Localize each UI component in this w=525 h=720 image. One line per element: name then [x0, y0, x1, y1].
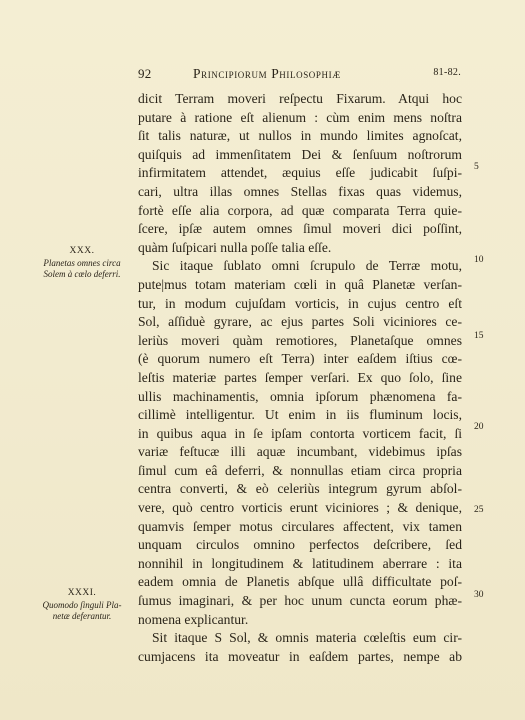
margin-note-xxx	[36, 246, 128, 280]
text-line: Sit itaque S Sol, & omnis materia cœleſtis eum cir-	[152, 630, 462, 646]
running-head	[138, 66, 461, 82]
margin-note-caption: Quomodo ſinguli Pla-	[42, 600, 122, 610]
text-line: leſtis materiæ partes ſemper verſari. Ex quo ſolo, ſine	[138, 369, 462, 385]
text-line: variæ feſtucæ illi aquæ incumbant, videbimus ipſas	[138, 444, 462, 460]
line-number: 30	[474, 590, 484, 600]
text-line: quamvis ſemper motus circulares affectent, vix tamen	[138, 518, 462, 534]
text-line: cari, ultra illas omnes Stellas fixas quas videmus,	[138, 183, 462, 199]
running-title: Principiorum Philosophiæ	[193, 66, 341, 81]
text-line: centra converti, & eò celeriùs integrum gyrum abſol-	[138, 481, 462, 497]
line-number: 25	[474, 505, 484, 515]
text-line: putare à ratione eſt alienum : cùm enim mens noſtra	[138, 109, 462, 125]
text-line: Sol, aſſiduè gyrare, ac ejus partes Soli viciniores ce-	[138, 314, 462, 330]
text-line: quàm ſuſpicari nulla poſſe talia eſſe.	[138, 239, 332, 255]
text-line: Sic itaque ſublato omni ſcrupulo de Terræ motu,	[152, 258, 462, 274]
text-line: ſcere, ipſæ autem omnes ſimul moveri dici poſſint,	[138, 221, 462, 237]
line-number: 5	[474, 162, 479, 172]
text-line: fortè eſſe alia corpora, ad quæ comparata Terra quie-	[138, 202, 462, 218]
text-line: unquam circulos omnino perfectos deſcribere, ſed	[138, 537, 462, 553]
text-line: in quibus aqua in ſe ipſam contorta vorticem facit, ſi	[138, 425, 462, 441]
line-number: 20	[474, 422, 484, 432]
text-line: cillimè intelligentur. Ut enim in iis fluminum locis,	[138, 407, 462, 423]
text-line: nonnihil in longitudinem & latitudinem aberrare : ita	[138, 555, 462, 571]
section-range: 81-82.	[433, 67, 461, 78]
line-number: 15	[474, 331, 484, 341]
text-line: ſit talis naturæ, ut nullos in mundo limites agnoſcat,	[138, 128, 462, 144]
margin-note-number: XXX.	[69, 246, 95, 256]
text-line: cumjacens ita moveatur in eaſdem partes, nempe ab	[138, 648, 462, 664]
text-line: leriùs moveri quàm remotiores, Planetaſque omnes	[138, 332, 462, 348]
text-line: vere, quò centro vorticis erunt viciniores ; & denique,	[138, 500, 462, 516]
text-line: nomena explicantur.	[138, 611, 249, 627]
text-line: quiſquis ad immenſitatem Dei & ſenſuum noſtrorum	[138, 146, 462, 162]
margin-note-caption: Solem à cœlo deferri.	[43, 269, 121, 279]
text-line: infirmitatem attendet, æquius eſſe judicabit ſuſpi-	[138, 165, 462, 181]
text-line: dicit Terram moveri reſpectu Fixarum. Atqui hoc	[138, 91, 462, 106]
body-text	[138, 90, 462, 666]
text-line: eadem omnia de Planetis abſque ullâ difficultate poſ-	[138, 574, 462, 590]
margin-note-xxxi	[36, 588, 128, 622]
line-number: 10	[474, 255, 484, 265]
text-line: (è quorum numero eſt Terra) inter eaſdem iſtius cœ-	[138, 351, 462, 367]
page-number: 92	[138, 66, 152, 81]
margin-note-number: XXXI.	[67, 588, 97, 598]
margin-note-caption: Planetas omnes circa	[43, 258, 121, 268]
margin-note-caption: netæ deferantur.	[52, 611, 112, 621]
text-line: pute|mus totam materiam cœli in quâ Planetæ verſan-	[138, 276, 462, 292]
text-line: tur, in modum cujuſdam vorticis, in cujus centro eſt	[138, 295, 462, 311]
text-line: ſimul cum eâ deferri, & nonnullas etiam circa propria	[138, 462, 462, 478]
text-line: ullis machinamentis, omnia ipſorum phænomena fa-	[138, 388, 462, 404]
text-line: ſumus imaginari, & per hoc unum cuncta eorum phæ-	[138, 593, 462, 609]
